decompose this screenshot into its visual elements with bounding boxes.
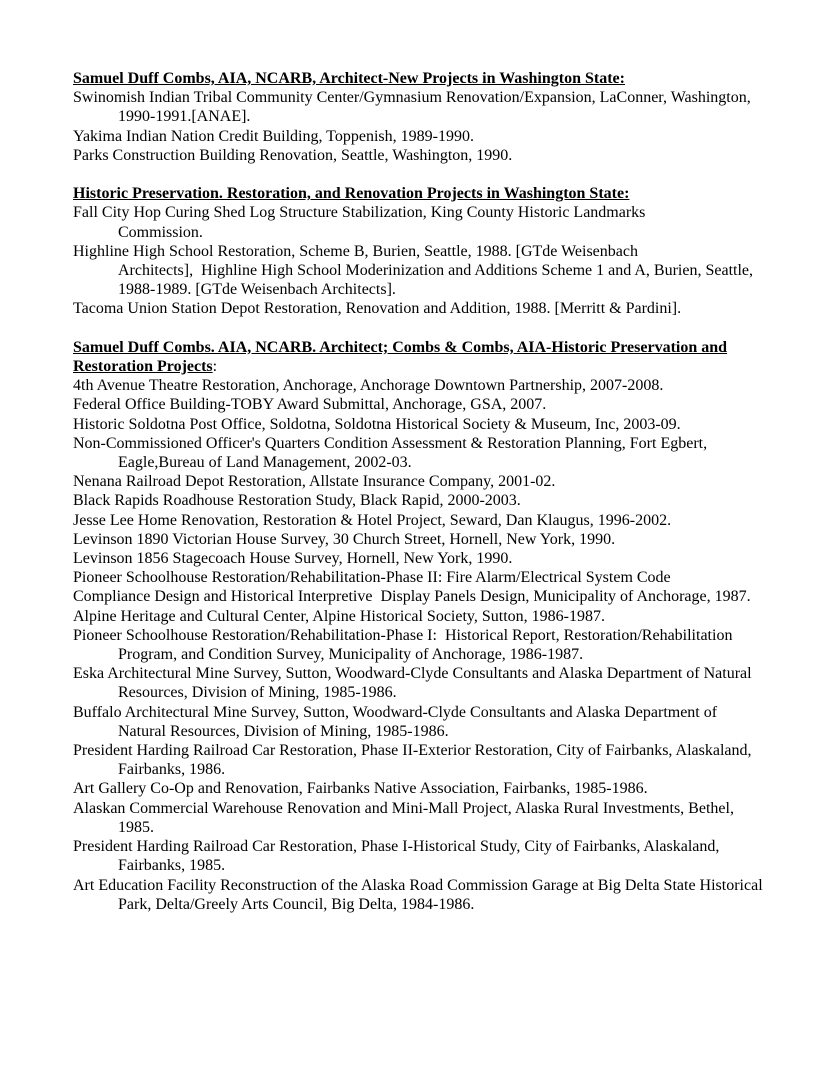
project-section	[73, 69, 795, 165]
section-heading-text: Restoration Projects	[73, 358, 213, 376]
section-heading-line	[73, 184, 795, 203]
project-entry-line: Parks Construction Building Renovation, Seattle, Washington, 1990.	[73, 146, 513, 164]
project-entry-line: Buffalo Architectural Mine Survey, Sutton, Woodward-Clyde Consultants and Alaska Department of	[73, 703, 718, 721]
project-entry-line: Alpine Heritage and Cultural Center, Alpine Historical Society, Sutton, 1986-1987.	[73, 607, 605, 625]
project-entry-line: Non-Commissioned Officer's Quarters Condition Assessment & Restoration Planning, Fort Egbert,	[73, 434, 708, 452]
project-entry-line: Levinson 1856 Stagecoach House Survey, Hornell, New York, 1990.	[73, 550, 513, 568]
project-entry-line: Pioneer Schoolhouse Restoration/Rehabilitation-Phase I: Historical Report, Restoration/Rehabilitation	[73, 626, 733, 644]
project-section	[73, 184, 795, 318]
project-entry-line: Program, and Condition Survey, Municipality of Anchorage, 1986-1987.	[118, 646, 584, 664]
project-entry-line: Architects], Highline High School Moderinization and Additions Scheme 1 and A, Burien, Seattle,	[118, 262, 753, 280]
project-entry-line: Historic Soldotna Post Office, Soldotna, Soldotna Historical Society & Museum, Inc, 2003-09.	[73, 415, 681, 433]
project-entry-line: Commission.	[118, 223, 203, 241]
project-entry-line: 1985.	[118, 818, 154, 836]
project-entry-line: Compliance Design and Historical Interpretive Display Panels Design, Municipality of Anchorage, 1987.	[73, 588, 751, 606]
project-entry-line: Alaskan Commercial Warehouse Renovation and Mini-Mall Project, Alaska Rural Investments, Bethel,	[73, 799, 734, 817]
project-entry-line: President Harding Railroad Car Restoration, Phase I-Historical Study, City of Fairbanks, Alaskaland,	[73, 838, 720, 856]
project-entry-line: 4th Avenue Theatre Restoration, Anchorage, Anchorage Downtown Partnership, 2007-2008.	[73, 377, 664, 395]
project-entry-line: Art Gallery Co-Op and Renovation, Fairbanks Native Association, Fairbanks, 1985-1986.	[73, 780, 648, 798]
project-entry-line: 1988-1989. [GTde Weisenbach Architects].	[118, 281, 396, 299]
section-heading-text: Historic Preservation. Restoration, and Renovation Projects in Washington State:	[73, 185, 630, 203]
project-entry-line: Yakima Indian Nation Credit Building, Toppenish, 1989-1990.	[73, 127, 474, 145]
section-heading-text: Samuel Duff Combs, AIA, NCARB, Architect-New Projects in Washington State:	[73, 70, 625, 87]
project-entry-line: Swinomish Indian Tribal Community Center/Gymnasium Renovation/Expansion, LaConner, Washington,	[73, 89, 751, 107]
project-entry-line: Federal Office Building-TOBY Award Submittal, Anchorage, GSA, 2007.	[73, 396, 547, 414]
project-entry-line: Fairbanks, 1986.	[118, 761, 226, 779]
section-heading	[73, 338, 795, 376]
project-entry-line: Park, Delta/Greely Arts Council, Big Delta, 1984-1986.	[118, 895, 475, 913]
section-heading-text: Samuel Duff Combs. AIA, NCARB. Architect; Combs & Combs, AIA-Historic Preservation and	[73, 338, 728, 356]
section-heading-suffix: :	[212, 358, 218, 376]
project-entry-line: Pioneer Schoolhouse Restoration/Rehabilitation-Phase II: Fire Alarm/Electrical System Code	[73, 569, 671, 587]
section-heading-line	[73, 338, 795, 357]
section-heading	[73, 69, 795, 88]
project-entry-line: Fairbanks, 1985.	[118, 857, 226, 875]
project-entry-line: Eagle,Bureau of Land Management, 2002-03.	[118, 454, 412, 472]
project-entry-line: 1990-1991.[ANAE].	[118, 108, 251, 126]
project-entry-line: Highline High School Restoration, Scheme B, Burien, Seattle, 1988. [GTde Weisenbach	[73, 242, 638, 260]
project-entry-line: Jesse Lee Home Renovation, Restoration & Hotel Project, Seward, Dan Klaugus, 1996-2002.	[73, 511, 672, 529]
section-heading-line	[73, 69, 795, 88]
project-entry-line: President Harding Railroad Car Restoration, Phase II-Exterior Restoration, City of Fairbanks, Alaskaland,	[73, 742, 752, 760]
project-entry-line: Resources, Division of Mining, 1985-1986.	[118, 684, 397, 702]
section-heading	[73, 184, 795, 203]
project-entry-line: Black Rapids Roadhouse Restoration Study, Black Rapid, 2000-2003.	[73, 492, 521, 510]
section-heading-line	[73, 357, 795, 376]
project-entry-line: Fall City Hop Curing Shed Log Structure Stabilization, King County Historic Landmarks	[73, 204, 646, 222]
project-entry-line: Tacoma Union Station Depot Restoration, Renovation and Addition, 1988. [Merritt & Pardini].	[73, 300, 682, 318]
project-entry-line: Nenana Railroad Depot Restoration, Allstate Insurance Company, 2001-02.	[73, 473, 556, 491]
project-entry-line: Levinson 1890 Victorian House Survey, 30 Church Street, Hornell, New York, 1990.	[73, 530, 616, 548]
project-entry-line: Eska Architectural Mine Survey, Sutton, Woodward-Clyde Consultants and Alaska Department of Natural	[73, 665, 752, 683]
document-body	[73, 69, 795, 914]
project-entry-line: Art Education Facility Reconstruction of the Alaska Road Commission Garage at Big Delta State Historical	[73, 876, 763, 894]
project-entry-line: Natural Resources, Division of Mining, 1985-1986.	[118, 722, 449, 740]
project-section	[73, 338, 795, 914]
